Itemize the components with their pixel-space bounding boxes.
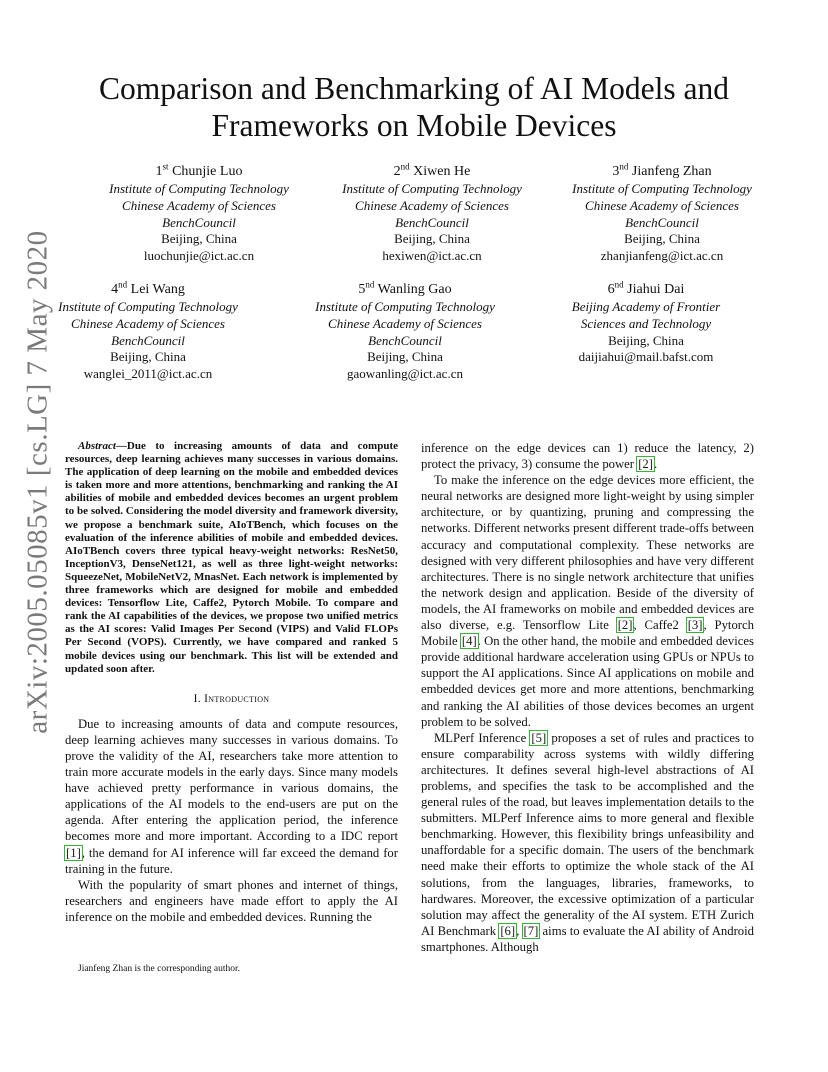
body-paragraph: Due to increasing amounts of data and compute resources, deep learning achieves many successes in various domains. To prove the validity of the AI, researchers take more attention to train more accurate models in the early days. Since many models have achieved pretty performance in various domains, the applications of the AI models to the end-users are put on the agenda. After entering the application period, the inference becomes more and more important. According to a IDC report [1], the demand for AI inference will far exceed the demand for training in the future.	[65, 716, 398, 876]
arxiv-identifier-stamp: arXiv:2005.05085v1 [cs.LG] 7 May 2020	[21, 230, 54, 734]
author-affiliation: Sciences and Technology	[580, 315, 712, 331]
author-city: Beijing, China	[608, 332, 684, 348]
citation-link[interactable]: [6]	[500, 923, 516, 938]
body-paragraph: inference on the edge devices can 1) reduce the latency, 2) protect the privacy, 3) consume the power [2].	[421, 441, 754, 472]
author-city: Beijing, China	[161, 231, 237, 247]
abstract-label: Abstract	[78, 440, 116, 452]
abstract-text: Due to increasing amounts of data and compute resources, deep learning achieves many successes in various domains. The application of deep learning on the mobile and embedded devices is taken more and more attentions, benchmarking and ranking the AI abilities of mobile and embedded devices becomes an urgent problem to be solved. Considering the model diversity and framework diversity, we propose a benchmark suite, AIoTBench, which focuses on the evaluation of the inference abilities of mobile and embedded devices. AIoTBench covers three typical heavy-weight networks: ResNet50, InceptionV3, DenseNet121, as well as three light-weight networks: SqueezeNet, MobileNetV2, MnasNet. Each network is implemented by three frameworks which are designed for mobile and embedded devices: Tensorflow Lite, Caffe2, Pytorch Mobile. To compare and rank the AI capabilities of the devices, we propose two unified metrics as the AI scores: Valid Images Per Second (VIPS) and Valid FLOPs Per Second (VOPS). Currently, we have compared and ranked 5 mobile devices using our benchmark. This list will be extended and updated soon after.	[65, 440, 398, 675]
footnote: Jianfeng Zhan is the corresponding author.	[78, 964, 240, 974]
author-email: luochunjie@ict.ac.cn	[143, 248, 255, 264]
author-email: zhanjianfeng@ict.ac.cn	[600, 248, 724, 264]
author-affiliation: Institute of Computing Technology	[342, 181, 522, 196]
author-block-4	[13, 281, 283, 383]
author-block-6	[511, 281, 781, 366]
citation-link[interactable]: [1]	[66, 845, 81, 860]
citation-link[interactable]: [2]	[617, 618, 633, 633]
author-affiliation: BenchCouncil	[111, 332, 185, 348]
body-paragraph: To make the inference on the edge devices more efficient, the neural networks are designed more light-weight by using simpler architecture, or by quantizing, pruning and compressing the networks. Different networks present different trade-offs between accuracy and computational complexity. These networks are designed with very different philosophies and have very different architectures. There is no single network architecture that unifies the network design and application. Beside of the diversity of models, the AI frameworks on mobile and embedded devices are also diverse, e.g. Tensorflow Lite [2], Caffe2 [3], Pytorch Mobile [4]. On the other hand, the mobile and embedded devices provide additional hardware acceleration using GPUs or NPUs to support the AI applications. Since AI applications on mobile and embedded devices get more and more attentions, benchmarking and ranking the AI abilities of those devices becomes an urgent problem to be solved.	[421, 473, 754, 729]
section-heading-introduction: I. Introduction	[193, 692, 270, 705]
author-affiliation: BenchCouncil	[395, 214, 469, 230]
citation-link[interactable]: [7]	[523, 923, 539, 938]
author-email: daijiahui@mail.bafst.com	[578, 349, 714, 365]
right-column	[421, 440, 754, 955]
body-paragraph: MLPerf Inference [5] proposes a set of rules and practices to ensure comparability across systems with wildly differing architectures. It defines several high-level abstractions of AI problems, and specifies the task to be accomplished and the general rules of the road, but leaves implementation details to the submitters. MLPerf Inference aims to more general and flexible benchmarking. However, this flexibility brings unfeasibility and unaffordable for a specific domain. The users of the benchmark need make their efforts to optimize the whole stack of the AI solutions, from the languages, libraries, frameworks, to hardwares. Moreover, the excessive optimization of a particular solution may affect the generality of the AI system. ETH Zurich AI Benchmark [6], [7] aims to evaluate the AI ability of Android smartphones. Although	[421, 730, 755, 954]
author-affiliation: Beijing Academy of Frontier	[571, 299, 721, 314]
author-city: Beijing, China	[110, 349, 186, 365]
author-city: Beijing, China	[367, 349, 443, 365]
author-affiliation: Institute of Computing Technology	[58, 299, 238, 314]
author-name: 1st Chunjie Luo	[155, 161, 243, 179]
paper-title	[60, 70, 768, 144]
author-name: 5nd Wanling Gao	[358, 279, 452, 297]
citation-link[interactable]: [3]	[687, 618, 703, 633]
author-affiliation: Chinese Academy of Sciences	[71, 315, 225, 331]
citation-link[interactable]: [5]	[531, 730, 547, 745]
author-name: 6nd Jiahui Dai	[607, 279, 685, 297]
author-email: wanglei_2011@ict.ac.cn	[83, 366, 213, 382]
author-name: 3nd Jianfeng Zhan	[612, 161, 712, 179]
author-email: gaowanling@ict.ac.cn	[347, 366, 463, 382]
citation-link[interactable]: [4]	[461, 634, 477, 649]
body-paragraph: With the popularity of smart phones and internet of things, researchers and engineers have made effort to apply the AI inference on the mobile and embedded devices. Running the	[65, 877, 398, 924]
title-line-2: Frameworks on Mobile Devices	[211, 108, 617, 143]
author-name: 2nd Xiwen He	[393, 161, 471, 179]
author-city: Beijing, China	[394, 231, 470, 247]
author-affiliation: Chinese Academy of Sciences	[122, 197, 276, 213]
author-block-5	[270, 281, 540, 383]
author-affiliation: Chinese Academy of Sciences	[585, 197, 739, 213]
author-affiliation: Institute of Computing Technology	[315, 299, 495, 314]
author-affiliation: BenchCouncil	[625, 214, 699, 230]
author-name: 4nd Lei Wang	[111, 279, 185, 297]
title-line-1: Comparison and Benchmarking of AI Models and	[99, 71, 729, 106]
left-column	[65, 440, 398, 925]
author-block-3	[527, 163, 797, 265]
citation-link[interactable]: [2]	[638, 457, 653, 472]
author-affiliation: Institute of Computing Technology	[572, 181, 752, 196]
author-affiliation: Institute of Computing Technology	[109, 181, 289, 196]
author-affiliation: Chinese Academy of Sciences	[355, 197, 509, 213]
author-affiliation: BenchCouncil	[162, 214, 236, 230]
abstract: Abstract—Due to increasing amounts of data and compute resources, deep learning achieves many successes in various domains. The application of deep learning on the mobile and embedded devices is taken more and more attentions, benchmarking and ranking the AI abilities of mobile and embedded devices becomes an urgent problem to be solved. Considering the model diversity and framework diversity, we propose a benchmark suite, AIoTBench, which focuses on the evaluation of the inference abilities of mobile and embedded devices. AIoTBench covers three typical heavy-weight networks: ResNet50, InceptionV3, DenseNet121, as well as three light-weight networks: SqueezeNet, MobileNetV2, MnasNet. Each network is implemented by three frameworks which are designed for mobile and embedded devices: Tensorflow Lite, Caffe2, Pytorch Mobile. To compare and rank the AI capabilities of the devices, we propose two unified metrics as the AI scores: Valid Images Per Second (VIPS) and Valid FLOPs Per Second (VOPS). Currently, we have compared and ranked 5 mobile devices using our benchmark. This list will be extended and updated soon after.	[65, 440, 398, 675]
author-block-1	[64, 163, 334, 265]
author-email: hexiwen@ict.ac.cn	[382, 248, 482, 264]
author-affiliation: Chinese Academy of Sciences	[328, 315, 482, 331]
author-city: Beijing, China	[624, 231, 700, 247]
author-affiliation: BenchCouncil	[368, 332, 442, 348]
